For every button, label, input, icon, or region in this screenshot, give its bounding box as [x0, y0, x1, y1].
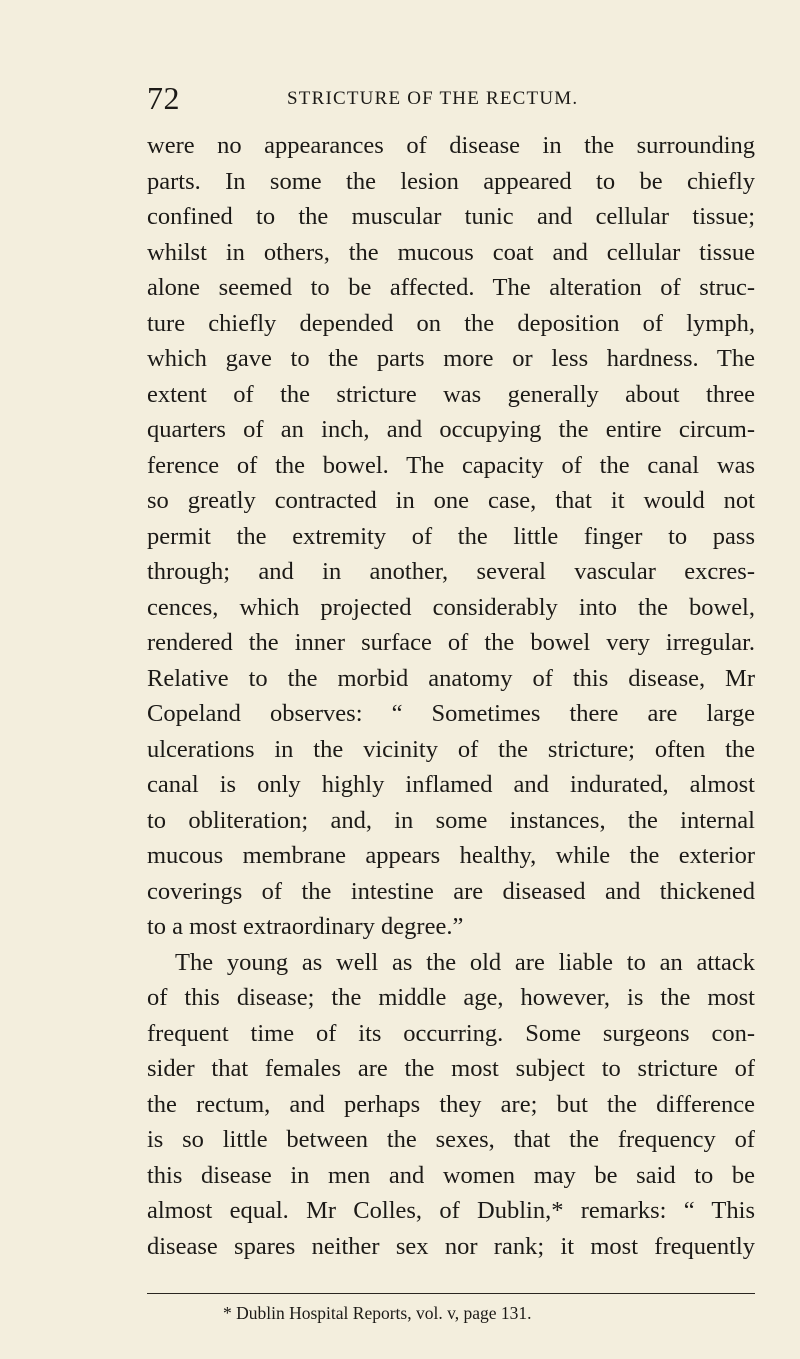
text-line: canal is only highly inflamed and indurated, almost — [147, 771, 755, 798]
text-line: permit the extremity of the little finger to pass — [147, 522, 755, 550]
page-number: 72 — [147, 80, 180, 116]
text-line: quarters of an inch, and occupying the entire circum- — [147, 416, 755, 443]
page-header — [147, 78, 755, 118]
text-line: ulcerations in the vicinity of the stricture; often the — [147, 735, 755, 763]
text-line: mucous membrane appears healthy, while the exterior — [147, 842, 755, 869]
text-line: whilst in others, the mucous coat and cellular tissue — [147, 238, 755, 266]
text-line: rendered the inner surface of the bowel very irregular. — [147, 629, 755, 656]
text-line: ference of the bowel. The capacity of the canal was — [147, 451, 755, 479]
text-line: the rectum, and perhaps they are; but the difference — [147, 1090, 755, 1118]
footnote-divider — [147, 1293, 755, 1294]
running-title: STRICTURE OF THE RECTUM. — [287, 88, 579, 109]
text-line: parts. In some the lesion appeared to be chiefly — [147, 167, 755, 195]
text-line: disease spares neither sex nor rank; it most frequently — [147, 1232, 755, 1260]
text-line: to obliteration; and, in some instances, the internal — [147, 806, 755, 834]
text-line: is so little between the sexes, that the frequency of — [147, 1126, 755, 1153]
text-line: which gave to the parts more or less hardness. The — [147, 345, 755, 372]
text-line: confined to the muscular tunic and cellular tissue; — [147, 203, 755, 230]
text-line: so greatly contracted in one case, that it would not — [147, 487, 755, 514]
text-line: cences, which projected considerably into the bowel, — [147, 593, 755, 621]
text-line: almost equal. Mr Colles, of Dublin,* remarks: “ This — [147, 1197, 755, 1224]
text-line: extent of the stricture was generally about three — [147, 380, 755, 408]
text-line: coverings of the intestine are diseased and thickened — [147, 877, 755, 905]
text-line: ture chiefly depended on the deposition of lymph, — [147, 309, 755, 337]
text-line: this disease in men and women may be said to be — [147, 1161, 755, 1189]
footnote: * Dublin Hospital Reports, vol. v, page 131. — [223, 1303, 532, 1323]
body-text — [147, 128, 755, 1264]
text-line: alone seemed to be affected. The alteration of struc- — [147, 274, 755, 301]
text-line: Copeland observes: “ Sometimes there are large — [147, 700, 755, 727]
text-line: to a most extraordinary degree.” — [147, 913, 464, 940]
text-line: The young as well as the old are liable to an attack — [175, 948, 755, 976]
text-line: through; and in another, several vascular excres- — [147, 558, 755, 585]
text-line: were no appearances of disease in the surrounding — [147, 132, 755, 159]
text-line: of this disease; the middle age, however, is the most — [147, 984, 755, 1011]
text-line: frequent time of its occurring. Some surgeons con- — [147, 1019, 755, 1047]
text-line: Relative to the morbid anatomy of this disease, Mr — [147, 664, 755, 692]
text-line: sider that females are the most subject to stricture of — [147, 1055, 755, 1082]
